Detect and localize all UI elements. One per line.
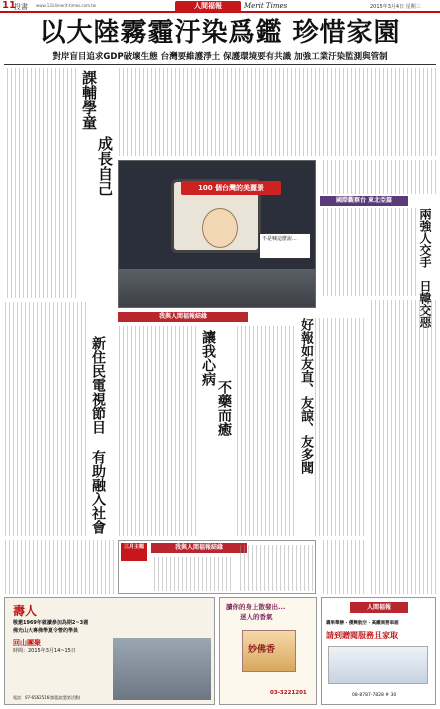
promo-banner: 我與人間福報結緣 xyxy=(151,543,247,553)
page-number: 11 xyxy=(2,0,16,11)
center-banner: 我與人間福報結緣 xyxy=(118,312,248,322)
center-title-b: 不藥而癒 xyxy=(216,380,232,436)
ad3-phone: 08-8787-7828 # 30 xyxy=(352,693,397,698)
ad1-sub2: 佛光山大專佛學夏令營的學員 xyxy=(13,628,79,634)
sub-headline: 對岸盲目追求GDP破壞生態 台灣要維護淨土 保護環境要有共識 加強工業汙染監測與管制 xyxy=(52,52,388,62)
left-mid-title-b: 有助融入社會 xyxy=(90,450,106,534)
ad2-title2: 迷人的香氣 xyxy=(240,613,273,621)
ad2-product: 妙佛香 xyxy=(248,645,276,655)
right-lower-body xyxy=(368,300,436,594)
promo-side-body xyxy=(237,545,313,591)
center-title-a: 讓我心病 xyxy=(200,330,216,386)
ad-reunion[interactable] xyxy=(4,597,215,705)
ad3-line1: 壽果舉辦 · 優興航空 · 高鐵商務車廂 xyxy=(326,621,399,626)
ad1-title: 壽人 xyxy=(13,604,38,618)
ad1-phone: 電話：07-6562516(都監院慧第活動) xyxy=(13,695,81,700)
smog-cityscape xyxy=(119,269,316,308)
left-bottom-body xyxy=(4,540,114,594)
ad-incense[interactable] xyxy=(219,597,317,705)
ad2-phone: 03-3221201 xyxy=(270,690,307,696)
promo-badge: 三月主題 xyxy=(121,543,147,561)
right-title-a: 兩強人交手 xyxy=(418,208,432,268)
speech-bubble: 不是喊這麼說... xyxy=(259,233,311,259)
right-title-b: 日韓交惡 xyxy=(418,280,432,328)
ad3-image xyxy=(328,646,428,684)
editorial-cartoon xyxy=(118,160,316,308)
center-article-body-2 xyxy=(234,326,294,536)
caricature-face xyxy=(202,208,238,248)
promo-box xyxy=(118,540,316,594)
main-headline: 以大陸霧霾汙染爲鑑 珍惜家園 xyxy=(39,18,401,48)
ad1-sub: 敬邀1969年就讀參加為期2~3週 xyxy=(13,620,89,626)
left-article-title-a: 課輔學童 xyxy=(80,70,98,130)
section-label: 投書 xyxy=(14,3,28,11)
newspaper-logo: 人間福報 xyxy=(175,1,241,12)
ad1-time: 時間：2015年3月14~15日 xyxy=(13,648,76,654)
ad1-event: 回山團聚 xyxy=(13,639,41,647)
center-article-body xyxy=(118,326,196,536)
ad2-title: 讀你的身上散發出... xyxy=(226,603,286,611)
left-article-title-b: 成長自己 xyxy=(96,136,114,196)
site-url[interactable]: www.1314merit-times.com.tw xyxy=(36,3,97,8)
center-right-body xyxy=(314,318,364,536)
promo-body xyxy=(151,557,231,591)
group-photo xyxy=(113,638,211,700)
ad3-logo: 人間福報 xyxy=(350,602,408,613)
issue-date: 2015年3月4日 星期三 xyxy=(370,4,421,10)
left-mid-title-a: 新住民電視節目 xyxy=(90,336,106,434)
left-mid-article-body xyxy=(4,302,86,536)
ad-subscription[interactable] xyxy=(321,597,436,705)
right-article-body xyxy=(320,208,416,296)
right-banner: 國際觀察台 東北亞篇 xyxy=(320,196,408,206)
masthead-english: Merit Times xyxy=(244,2,288,10)
ad3-line2: 請到贈閱服務且家取 xyxy=(326,631,398,640)
right-upper-body xyxy=(320,160,436,194)
right-bottom-body xyxy=(320,540,364,594)
divider xyxy=(4,64,436,65)
lead-article-body xyxy=(118,68,436,156)
left-article-body xyxy=(4,68,76,298)
center-right-title: 好報如友直、友諒、友多聞 xyxy=(298,318,313,474)
screen-title: 100 個台灣的美麗景 xyxy=(181,181,281,195)
